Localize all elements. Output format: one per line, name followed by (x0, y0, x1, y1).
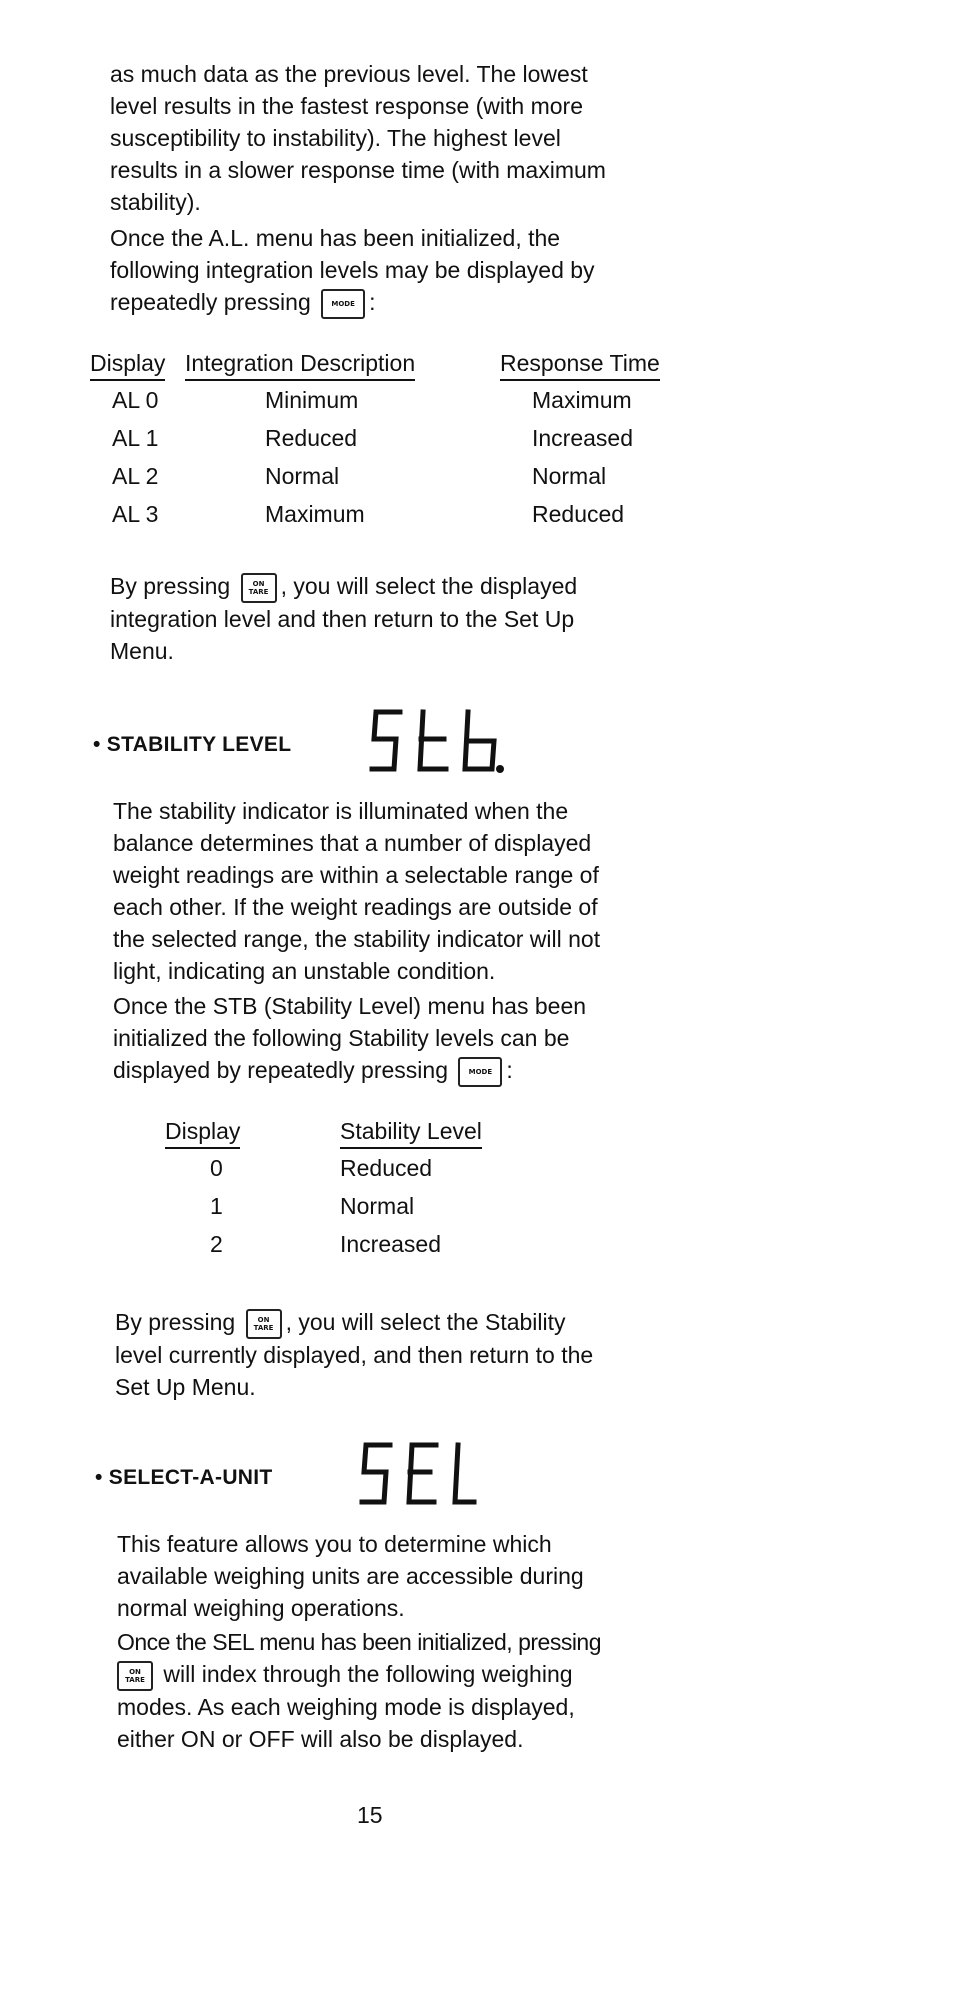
table-cell: Reduced (265, 424, 358, 451)
stability-description (113, 795, 693, 987)
table-row (90, 495, 660, 533)
al-select-line (110, 570, 690, 603)
table-cell: Increased (532, 424, 634, 451)
select-unit-description (117, 1528, 693, 1624)
al-menu-line (110, 286, 690, 319)
stability-menu-line (113, 1054, 693, 1087)
table-cell: Increased (340, 1230, 442, 1257)
column-header: Display (90, 350, 185, 381)
stability-level-heading: • STABILITY LEVEL (93, 733, 292, 756)
table-cell: Maximum (265, 500, 365, 527)
select-unit-menu-line (117, 1658, 693, 1691)
stb-display-code (368, 707, 518, 777)
mode-key-icon: MODE (458, 1057, 502, 1087)
intro-paragraph (110, 58, 690, 218)
stability-levels-table (165, 1118, 482, 1263)
table-row (165, 1225, 482, 1263)
table-header-row (165, 1118, 482, 1149)
select-unit-menu-text: will index through the following weighing (163, 1661, 573, 1687)
table-cell: Maximum (532, 386, 632, 413)
al-select-text: By pressing (110, 573, 231, 599)
integration-levels-table (90, 350, 660, 533)
on-tare-key-icon: ON TARE (117, 1661, 153, 1691)
al-select-line: Menu. (110, 637, 174, 664)
al-menu-line: following integration levels may be displayed by (110, 257, 595, 283)
stability-select-line: level currently displayed, and then return to the (115, 1341, 594, 1368)
al-menu-line: Once the A.L. menu has been initialized, the (110, 225, 561, 251)
table-cell: AL 0 (112, 386, 159, 413)
al-select-paragraph (110, 570, 690, 667)
stability-menu-text: displayed by repeatedly pressing (113, 1057, 448, 1083)
mode-key-icon: MODE (321, 289, 365, 319)
al-menu-paragraph (110, 222, 690, 319)
stability-line: balance determines that a number of displayed (113, 830, 592, 856)
table-cell: Normal (340, 1192, 415, 1219)
sel-display-code (358, 1440, 478, 1510)
select-unit-line: This feature allows you to determine which (117, 1531, 552, 1557)
stability-select-text: , you will select the Stability (285, 1309, 566, 1335)
stability-select-paragraph (115, 1306, 693, 1403)
select-unit-menu-line: Once the SEL menu has been initialized, pressing (117, 1629, 602, 1655)
table-cell: Reduced (340, 1154, 433, 1181)
select-unit-menu-line: modes. As each weighing mode is displayed, (117, 1693, 575, 1720)
intro-line: susceptibility to instability). The highest level (110, 125, 561, 151)
page-number: 15 (357, 1802, 383, 1828)
table-cell: 0 (210, 1154, 223, 1181)
stability-line: light, indicating an unstable condition. (113, 958, 496, 984)
stability-menu-line: initialized the following Stability levels can be (113, 1025, 570, 1051)
table-row (90, 457, 660, 495)
select-unit-line: available weighing units are accessible during (117, 1563, 584, 1589)
stability-menu-paragraph (113, 990, 693, 1087)
stability-menu-colon: : (506, 1057, 513, 1083)
table-header-row (90, 350, 660, 381)
table-row (165, 1187, 482, 1225)
on-tare-key-icon: ON TARE (246, 1309, 282, 1339)
table-cell: Normal (532, 462, 607, 489)
intro-line: stability). (110, 189, 201, 215)
table-cell: 1 (210, 1192, 223, 1219)
al-select-line: integration level and then return to the Set Up (110, 605, 575, 632)
stability-line: The stability indicator is illuminated when the (113, 798, 569, 824)
stability-line: each other. If the weight readings are outside of (113, 894, 598, 920)
stability-select-line (115, 1306, 693, 1339)
table-cell: AL 1 (112, 424, 159, 451)
intro-line: level results in the fastest response (with more (110, 93, 583, 119)
table-cell: Minimum (265, 386, 359, 413)
intro-line: results in a slower response time (with maximum (110, 157, 606, 183)
column-header: Response Time (500, 350, 660, 381)
table-row (90, 419, 660, 457)
column-header: Display (165, 1118, 340, 1149)
al-menu-text: repeatedly pressing (110, 289, 311, 315)
select-unit-line: normal weighing operations. (117, 1595, 405, 1621)
table-cell: Normal (265, 462, 340, 489)
select-a-unit-heading: • SELECT-A-UNIT (95, 1466, 273, 1489)
select-unit-menu-paragraph (117, 1626, 693, 1755)
al-select-text: , you will select the displayed (280, 573, 578, 599)
stability-select-text: By pressing (115, 1309, 236, 1335)
table-row (90, 381, 660, 419)
select-unit-menu-line: either ON or OFF will also be displayed. (117, 1725, 524, 1752)
intro-line: as much data as the previous level. The lowest (110, 61, 588, 87)
stability-menu-line: Once the STB (Stability Level) menu has been (113, 993, 587, 1019)
table-cell: AL 2 (112, 462, 159, 489)
stability-line: the selected range, the stability indicator will not (113, 926, 601, 952)
table-cell: Reduced (532, 500, 625, 527)
table-row (165, 1149, 482, 1187)
on-tare-key-icon: ON TARE (241, 573, 277, 603)
table-cell: 2 (210, 1230, 223, 1257)
stability-line: weight readings are within a selectable range of (113, 862, 599, 888)
stability-select-line: Set Up Menu. (115, 1373, 256, 1400)
table-cell: AL 3 (112, 500, 159, 527)
column-header: Integration Description (185, 350, 500, 381)
al-menu-colon: : (369, 289, 376, 315)
column-header: Stability Level (340, 1118, 482, 1149)
